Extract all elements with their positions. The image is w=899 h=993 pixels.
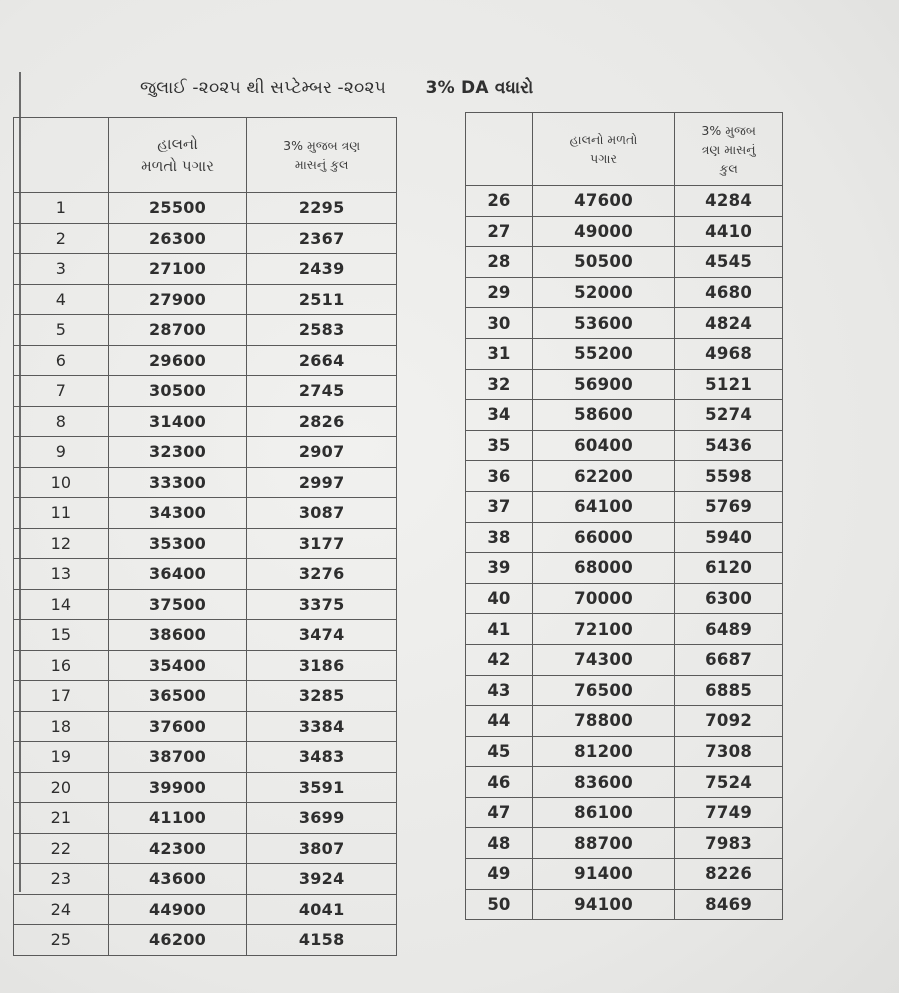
current-salary-cell: 36500	[108, 681, 247, 712]
three-month-total-cell: 8226	[675, 859, 783, 890]
three-month-total-cell: 2511	[247, 284, 397, 315]
table-row	[466, 644, 783, 675]
current-salary-cell: 47600	[532, 186, 675, 217]
row-number: 23	[14, 864, 109, 895]
header-salary-line2: પગાર	[590, 151, 617, 166]
table-row	[14, 894, 397, 925]
current-salary-cell: 43600	[108, 864, 247, 895]
table-row	[466, 859, 783, 890]
three-month-total-cell: 3276	[247, 559, 397, 590]
current-salary-cell: 91400	[532, 859, 675, 890]
three-month-total-cell: 6120	[675, 553, 783, 584]
table-row	[466, 889, 783, 920]
table-row	[466, 308, 783, 339]
header-total-line2: માસનું કુલ	[294, 157, 349, 172]
current-salary-cell: 29600	[108, 345, 247, 376]
current-salary-cell: 88700	[532, 828, 675, 859]
three-month-total-cell: 3699	[247, 803, 397, 834]
table-row	[466, 491, 783, 522]
row-number: 45	[466, 736, 533, 767]
table-row	[14, 498, 397, 529]
three-month-total-cell: 3591	[247, 772, 397, 803]
current-salary-cell: 72100	[532, 614, 675, 645]
row-number: 27	[466, 216, 533, 247]
table-row	[14, 589, 397, 620]
table-row	[14, 437, 397, 468]
row-number: 43	[466, 675, 533, 706]
table-row	[14, 620, 397, 651]
table-row	[466, 828, 783, 859]
three-month-total-cell: 6489	[675, 614, 783, 645]
three-month-total-cell: 7983	[675, 828, 783, 859]
row-number: 38	[466, 522, 533, 553]
row-number: 20	[14, 772, 109, 803]
table-row	[466, 186, 783, 217]
three-month-total-cell: 3807	[247, 833, 397, 864]
table-row	[466, 767, 783, 798]
header-salary-line1: હાલનો	[157, 135, 198, 153]
row-number: 4	[14, 284, 109, 315]
table-row	[14, 254, 397, 285]
row-number: 6	[14, 345, 109, 376]
table-row	[466, 675, 783, 706]
header-total-line1: 3% મુજબ ત્રણ	[283, 138, 361, 153]
row-number: 3	[14, 254, 109, 285]
header-no	[14, 118, 109, 193]
current-salary-cell: 46200	[108, 925, 247, 956]
three-month-total-cell: 2295	[247, 193, 397, 224]
current-salary-cell: 62200	[532, 461, 675, 492]
row-number: 1	[14, 193, 109, 224]
header-current-salary	[108, 118, 247, 193]
table-row	[14, 650, 397, 681]
three-month-total-cell: 7524	[675, 767, 783, 798]
current-salary-cell: 27100	[108, 254, 247, 285]
three-month-total-cell: 2583	[247, 315, 397, 346]
table-row	[466, 369, 783, 400]
current-salary-cell: 31400	[108, 406, 247, 437]
current-salary-cell: 35300	[108, 528, 247, 559]
left-salary-table	[13, 117, 397, 956]
header-salary-line2: મળતો પગાર	[141, 157, 214, 175]
three-month-total-cell: 6687	[675, 644, 783, 675]
current-salary-cell: 50500	[532, 247, 675, 278]
current-salary-cell: 70000	[532, 583, 675, 614]
current-salary-cell: 35400	[108, 650, 247, 681]
three-month-total-cell: 5769	[675, 491, 783, 522]
row-number: 12	[14, 528, 109, 559]
table-row	[14, 315, 397, 346]
table-row	[466, 216, 783, 247]
current-salary-cell: 37600	[108, 711, 247, 742]
three-month-total-cell: 3285	[247, 681, 397, 712]
three-month-total-cell: 4041	[247, 894, 397, 925]
row-number: 2	[14, 223, 109, 254]
row-number: 25	[14, 925, 109, 956]
row-number: 49	[466, 859, 533, 890]
three-month-total-cell: 7092	[675, 706, 783, 737]
current-salary-cell: 94100	[532, 889, 675, 920]
row-number: 39	[466, 553, 533, 584]
three-month-total-cell: 8469	[675, 889, 783, 920]
three-month-total-cell: 7308	[675, 736, 783, 767]
three-month-total-cell: 3384	[247, 711, 397, 742]
table-row	[466, 706, 783, 737]
row-number: 31	[466, 338, 533, 369]
current-salary-cell: 76500	[532, 675, 675, 706]
row-number: 8	[14, 406, 109, 437]
three-month-total-cell: 5940	[675, 522, 783, 553]
row-number: 22	[14, 833, 109, 864]
current-salary-cell: 58600	[532, 400, 675, 431]
row-number: 24	[14, 894, 109, 925]
row-number: 14	[14, 589, 109, 620]
current-salary-cell: 30500	[108, 376, 247, 407]
current-salary-cell: 26300	[108, 223, 247, 254]
three-month-total-cell: 6885	[675, 675, 783, 706]
three-month-total-cell: 3186	[247, 650, 397, 681]
header-no	[466, 113, 533, 186]
table-row	[14, 742, 397, 773]
current-salary-cell: 86100	[532, 797, 675, 828]
row-number: 34	[466, 400, 533, 431]
row-number: 10	[14, 467, 109, 498]
three-month-total-cell: 3924	[247, 864, 397, 895]
row-number: 42	[466, 644, 533, 675]
three-month-total-cell: 5121	[675, 369, 783, 400]
current-salary-cell: 34300	[108, 498, 247, 529]
row-number: 16	[14, 650, 109, 681]
page-title	[140, 78, 533, 104]
row-number: 47	[466, 797, 533, 828]
current-salary-cell: 37500	[108, 589, 247, 620]
current-salary-cell: 83600	[532, 767, 675, 798]
table-row	[466, 461, 783, 492]
table-row	[466, 338, 783, 369]
table-row	[14, 925, 397, 956]
right-salary-table	[465, 112, 783, 920]
current-salary-cell: 68000	[532, 553, 675, 584]
current-salary-cell: 49000	[532, 216, 675, 247]
row-number: 19	[14, 742, 109, 773]
table-row	[466, 736, 783, 767]
header-total-line2: ત્રણ માસનું	[701, 141, 756, 157]
table-row	[14, 681, 397, 712]
three-month-total-cell: 2439	[247, 254, 397, 285]
table-row	[14, 284, 397, 315]
three-month-total-cell: 2367	[247, 223, 397, 254]
current-salary-cell: 38700	[108, 742, 247, 773]
row-number: 48	[466, 828, 533, 859]
table-row	[14, 345, 397, 376]
current-salary-cell: 66000	[532, 522, 675, 553]
three-month-total-cell: 2745	[247, 376, 397, 407]
three-month-total-cell: 4968	[675, 338, 783, 369]
table-row	[14, 528, 397, 559]
row-number: 35	[466, 430, 533, 461]
row-number: 5	[14, 315, 109, 346]
table-row	[466, 583, 783, 614]
three-month-total-cell: 4158	[247, 925, 397, 956]
three-month-total-cell: 2997	[247, 467, 397, 498]
row-number: 9	[14, 437, 109, 468]
three-month-total-cell: 5598	[675, 461, 783, 492]
current-salary-cell: 41100	[108, 803, 247, 834]
three-month-total-cell: 7749	[675, 797, 783, 828]
three-month-total-cell: 4680	[675, 277, 783, 308]
title-da-increase: 3% DA વધારો	[425, 78, 534, 98]
row-number: 29	[466, 277, 533, 308]
row-number: 40	[466, 583, 533, 614]
table-row	[466, 400, 783, 431]
header-three-month-total	[247, 118, 397, 193]
three-month-total-cell: 2907	[247, 437, 397, 468]
table-row	[14, 864, 397, 895]
current-salary-cell: 78800	[532, 706, 675, 737]
three-month-total-cell: 2664	[247, 345, 397, 376]
current-salary-cell: 33300	[108, 467, 247, 498]
header-total-line1: 3% મુજબ	[701, 122, 756, 138]
table-row	[466, 614, 783, 645]
table-row	[466, 277, 783, 308]
table-row	[466, 553, 783, 584]
current-salary-cell: 56900	[532, 369, 675, 400]
row-number: 36	[466, 461, 533, 492]
current-salary-cell: 52000	[532, 277, 675, 308]
row-number: 30	[466, 308, 533, 339]
left-table-header	[14, 118, 397, 193]
current-salary-cell: 25500	[108, 193, 247, 224]
row-number: 13	[14, 559, 109, 590]
table-row	[14, 467, 397, 498]
three-month-total-cell: 5436	[675, 430, 783, 461]
three-month-total-cell: 3375	[247, 589, 397, 620]
current-salary-cell: 39900	[108, 772, 247, 803]
row-number: 21	[14, 803, 109, 834]
current-salary-cell: 36400	[108, 559, 247, 590]
three-month-total-cell: 3474	[247, 620, 397, 651]
table-row	[466, 430, 783, 461]
three-month-total-cell: 6300	[675, 583, 783, 614]
header-three-month-total	[675, 113, 783, 186]
table-row	[14, 406, 397, 437]
row-number: 15	[14, 620, 109, 651]
header-salary-line1: હાલનો મળતો	[569, 132, 638, 147]
current-salary-cell: 55200	[532, 338, 675, 369]
table-row	[14, 772, 397, 803]
current-salary-cell: 42300	[108, 833, 247, 864]
right-table-header	[466, 113, 783, 186]
current-salary-cell: 60400	[532, 430, 675, 461]
current-salary-cell: 81200	[532, 736, 675, 767]
current-salary-cell: 32300	[108, 437, 247, 468]
header-current-salary	[532, 113, 675, 186]
row-number: 37	[466, 491, 533, 522]
table-row	[14, 833, 397, 864]
three-month-total-cell: 3177	[247, 528, 397, 559]
table-row	[466, 797, 783, 828]
three-month-total-cell: 5274	[675, 400, 783, 431]
three-month-total-cell: 4824	[675, 308, 783, 339]
three-month-total-cell: 3087	[247, 498, 397, 529]
table-row	[14, 223, 397, 254]
table-row	[466, 247, 783, 278]
row-number: 17	[14, 681, 109, 712]
current-salary-cell: 53600	[532, 308, 675, 339]
current-salary-cell: 28700	[108, 315, 247, 346]
three-month-total-cell: 4284	[675, 186, 783, 217]
row-number: 11	[14, 498, 109, 529]
table-row	[14, 193, 397, 224]
current-salary-cell: 27900	[108, 284, 247, 315]
current-salary-cell: 38600	[108, 620, 247, 651]
table-row	[14, 559, 397, 590]
three-month-total-cell: 2826	[247, 406, 397, 437]
row-number: 28	[466, 247, 533, 278]
table-row	[14, 711, 397, 742]
three-month-total-cell: 4545	[675, 247, 783, 278]
row-number: 50	[466, 889, 533, 920]
table-row	[14, 803, 397, 834]
row-number: 41	[466, 614, 533, 645]
row-number: 7	[14, 376, 109, 407]
table-row	[14, 376, 397, 407]
table-row	[466, 522, 783, 553]
row-number: 44	[466, 706, 533, 737]
row-number: 18	[14, 711, 109, 742]
row-number: 32	[466, 369, 533, 400]
row-number: 26	[466, 186, 533, 217]
current-salary-cell: 74300	[532, 644, 675, 675]
three-month-total-cell: 3483	[247, 742, 397, 773]
row-number: 46	[466, 767, 533, 798]
title-period: જુલાઈ -૨૦૨૫ થી સપ્ટેમ્બર -૨૦૨૫	[140, 78, 387, 98]
header-total-line3: કુલ	[719, 160, 738, 176]
three-month-total-cell: 4410	[675, 216, 783, 247]
current-salary-cell: 44900	[108, 894, 247, 925]
current-salary-cell: 64100	[532, 491, 675, 522]
